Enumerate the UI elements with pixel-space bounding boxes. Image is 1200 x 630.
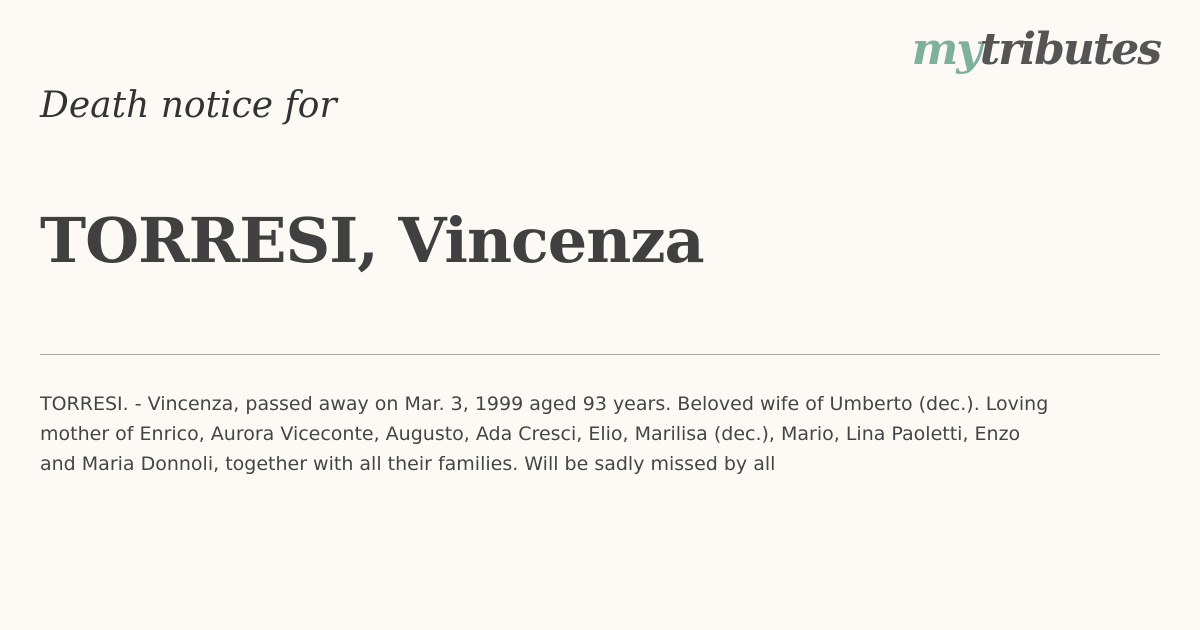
notice-body: TORRESI. - Vincenza, passed away on Mar. 3, 1999 aged 93 years. Beloved wife of Umberto (dec.). Loving mother of Enrico, Aurora Viceconte, Augusto, Ada Cresci, Elio, Marilisa (dec.), Mario, Lina Paoletti, Enzo and Maria Donnoli, together with all their families. Will be sadly missed by all (40, 393, 1049, 475)
logo-tributes: tributes (979, 24, 1160, 75)
death-notice-label: Death notice for (40, 85, 337, 126)
logo-my: my (911, 24, 980, 75)
deceased-name: TORRESI, Vincenza (40, 204, 704, 277)
divider (40, 354, 1160, 355)
mytributes-logo[interactable] (911, 24, 1160, 75)
